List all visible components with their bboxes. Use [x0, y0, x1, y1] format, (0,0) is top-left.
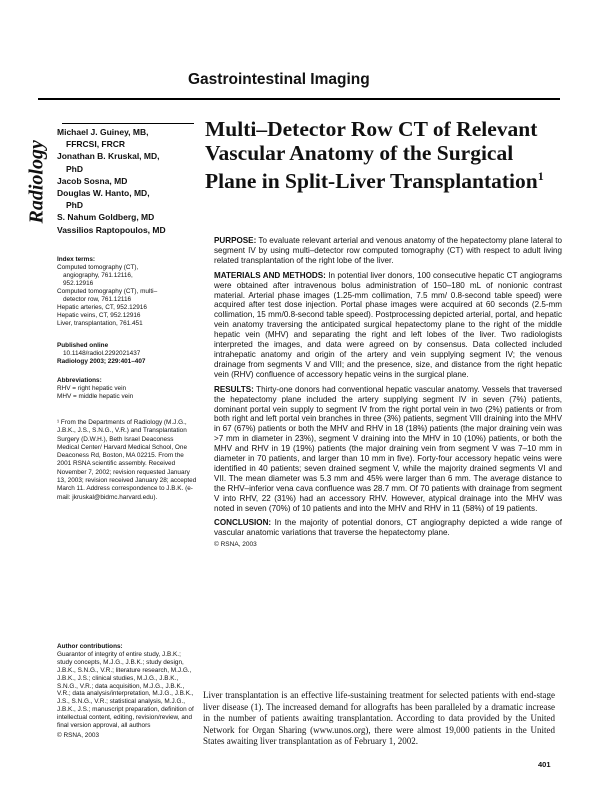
purpose-label: PURPOSE: [214, 236, 257, 245]
abbreviation: RHV = right hepatic vein [57, 385, 127, 392]
purpose-text: To evaluate relevant arterial and venous anatomy of the hepatectomy plane lateral to segment IV by using multi–detector row computed tomography (CT) with respect to adult living related transplantation of the right lobe of the liver. [214, 236, 562, 265]
results-label: RESULTS: [214, 384, 254, 394]
published-heading: Published online [57, 342, 109, 349]
contributions-text: Guarantor of integrity of entire study, J.B.K.; study concepts, M.J.G., J.B.K.; study design, J.B.K., S.N.G., V.R.; literature research, M.J.G., J.B.K., J.S.; clinical studies, M.J.G., J.B.K., S.N.G., V.R.; data acquisition, M.J.G., J.B.K., V.R.; data analysis/interpretation, M.J.G., J.B.K., J.S., S.N.G., V.R.; statistical analysis, M.J.G., J.B.K., J.S.; manuscript preparation, definition of intellectual content, editing, revision/review, and final version approval, all authors [57, 650, 194, 730]
author-contributions [57, 643, 197, 740]
author-line: FFRCSI, FRCR [66, 139, 126, 150]
methods-label: MATERIALS AND METHODS: [214, 270, 326, 280]
author-line: Douglas W. Hanto, MD, [57, 188, 150, 199]
contributions-heading: Author contributions: [57, 643, 123, 650]
index-term: Hepatic veins, CT, 952.12916 [57, 312, 141, 319]
citation: Radiology 2003; 229:401–407 [57, 358, 146, 365]
sidebar-rule [62, 123, 194, 124]
author-line: PhD [66, 200, 83, 211]
header-rule [38, 98, 560, 100]
abstract-methods [214, 271, 562, 380]
abbreviation: MHV = middle hepatic vein [57, 393, 134, 400]
author-line: S. Nahum Goldberg, MD [57, 212, 155, 223]
index-term: Liver, transplantation, 761.451 [57, 320, 143, 327]
index-term: detector row, 761.12116 [63, 296, 132, 303]
journal-name [26, 113, 48, 223]
conclusion-label: CONCLUSION: [214, 518, 272, 528]
index-terms-heading: Index terms: [57, 256, 96, 263]
index-term: Computed tomography (CT), [57, 264, 139, 271]
page-number: 401 [538, 760, 551, 769]
index-term: angiography, 761.12116, [63, 272, 133, 279]
methods-text: In potential liver donors, 100 consecutive hepatic CT angiograms were obtained after intravenous bolus administration of 150–180 mL of nonionic contrast material. Arterial phase images (1.25-mm collimation, 7.5 mm/ 0.8-second table speed) were acquired after test dose injection. Portal phase images were acquired at 60 seconds (2.5-mm collimation, 15 mm/0.8-second table speed). Postprocessing depicted arterial, portal, and hepatic vein anatomy traversing the anticipated surgical hepatectomy plane to the right of the middle hepatic vein (MHV) and separating the right and left lobes of the liver. Two radiologists interpreted the images, and data were agreed on by consensus. Data collected included intrahepatic anatomy and origin of the artery and vein supplying segment IV; the venous drainage from segments V and VIII; and the presence, size, and distance from the right hepatic vein (RHV) confluence of accessory hepatic veins in the surgical plane. [214, 270, 562, 379]
abstract-purpose [214, 236, 562, 266]
abstract-results [214, 385, 562, 514]
published-info [57, 342, 197, 366]
author-list [57, 126, 197, 236]
abbreviations [57, 377, 197, 401]
journal-name-text: Radiology [25, 140, 48, 224]
author-line: PhD [66, 163, 83, 174]
doi[interactable]: 10.1148/radiol.2292021437 [63, 350, 141, 357]
index-terms [57, 256, 197, 328]
section-title: Gastrointestinal Imaging [188, 71, 370, 88]
abstract-copyright: © RSNA, 2003 [214, 541, 257, 549]
index-term: Computed tomography (CT), multi– [57, 288, 158, 295]
abstract [214, 236, 562, 550]
title-footnote-mark: 1 [537, 169, 544, 183]
author-line: Jonathan B. Kruskal, MD, [57, 151, 160, 162]
article-title [205, 118, 565, 194]
index-term: 952.12916 [63, 280, 94, 287]
author-line: Jacob Sosna, MD [57, 175, 128, 186]
abstract-conclusion [214, 518, 562, 538]
index-term: Hepatic arteries, CT, 952.12916 [57, 304, 147, 311]
contributions-copyright: © RSNA, 2003 [57, 731, 100, 739]
author-line: Michael J. Guiney, MB, [57, 127, 149, 137]
abbreviations-heading: Abbreviations: [57, 377, 102, 384]
article-title-text: Multi–Detector Row CT of Relevant Vascular Anatomy of the Surgical Plane in Split-Liver Transplantation [205, 117, 538, 194]
conclusion-text: In the majority of potential donors, CT angiography depicted a wide range of vascular anatomic variations that traverse the hepatectomy plane. [214, 518, 563, 538]
affiliation-footnote: ¹ From the Departments of Radiology (M.J.G., J.B.K., J.S., S.N.G., V.R.) and Transplantation Surgery (D.W.H.), Beth Israel Deaconess Medical Center/ Harvard Medical School, One Deaconess Rd, Boston, MA 02215. From the 2001 RSNA scientific assembly. Received November 7, 2002; revision requested January 13, 2003; revision received January 28; accepted March 11. Address correspondence to J.B.K. (e-mail: jkruskal@bidmc.harvard.edu). [57, 419, 197, 501]
results-text: Thirty-one donors had conventional hepatic vascular anatomy. Vessels that traversed the hepatectomy plane included the artery supplying segment IV in seven (7%) patients, dominant portal vein supply to segment IV from the right portal vein in two (2%) patients or from both right and left portal vein branches in three (3%) patients, segment VIII draining into the MHV in 67 (67%) patients or both the MHV and RHV in 18 (18%) patients (the major draining vein was >7 mm in diameter in 23%), segment V draining into the MHV in 10 (10%) patients, or both the MHV and RHV in 19 (19%) patients (the major draining vein from segment V was 7–10 mm in diameter in 70 patients, and larger than 10 mm in five). Forty-four accessory hepatic veins were identified in 40 patients; seven drained segment V, while the majority drained segments VI and VII. The mean diameter was 5.3 mm and 45% were larger than 6 mm. The average distance to the RHV–inferior vena cava confluence was 28.7 mm. Of 70 patients with drainage from segment V into RHV, 22 (31%) had an accessory RHV. However, atypical drainage into the MHV was noted in seven (70%) of 10 patients and into the MHV and RHV in 11 (58%) of 19 patients. [214, 384, 562, 513]
author-line: Vassilios Raptopoulos, MD [57, 224, 166, 235]
body-paragraph: Liver transplantation is an effective life-sustaining treatment for selected patients with end-stage liver disease (1). The increased demand for allografts has been paralleled by a dramatic increase in the number of patients awaiting transplantation. According to data provided by the United Network for Organ Sharing (www.unos.org), there were almost 19,000 patients in the United States awaiting liver transplantation as of February 1, 2002. [203, 690, 555, 746]
